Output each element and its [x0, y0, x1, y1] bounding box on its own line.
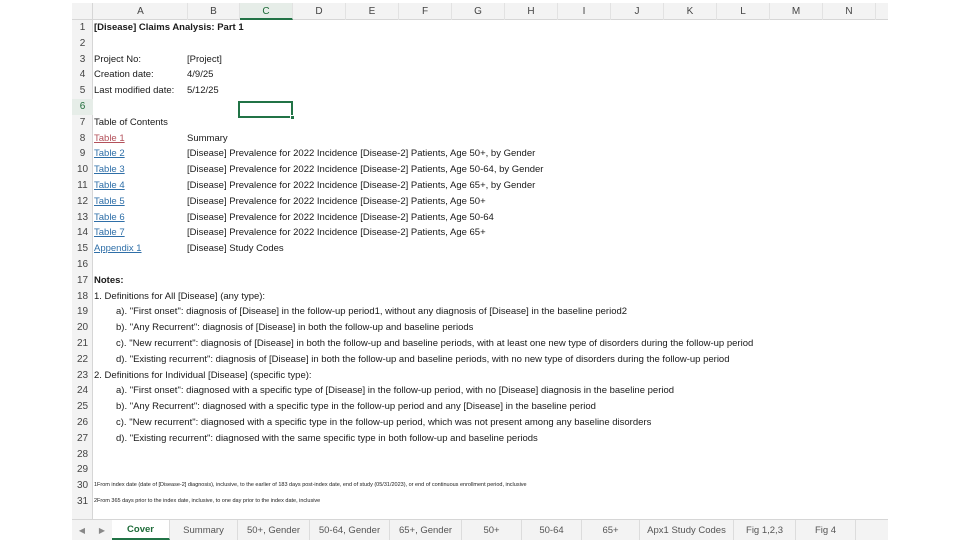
toc-link[interactable]: Table 2: [94, 148, 125, 160]
column-header-j[interactable]: J: [611, 3, 664, 20]
column-header-i[interactable]: I: [558, 3, 611, 20]
toc-description: [Disease] Prevalence for 2022 Incidence [Disease-2] Patients, Age 50-64: [187, 211, 494, 223]
select-all-corner[interactable]: [72, 3, 93, 20]
row-header-22[interactable]: 22: [76, 353, 89, 365]
sheet-tab[interactable]: Fig 4: [796, 520, 856, 540]
column-header-h[interactable]: H: [505, 3, 558, 20]
definition-item: a). "First onset": diagnosed with a specific type of [Disease] in the follow-up period, with no [Disease] diagnosis in the baseline period: [116, 385, 675, 397]
row-header-bar: [72, 20, 93, 520]
footnote-2: 2From 365 days prior to the index date, inclusive, to one day prior to the index date, inclusive: [94, 498, 321, 504]
row-header-30[interactable]: 30: [76, 480, 89, 492]
toc-description: [Disease] Prevalence for 2022 Incidence [Disease-2] Patients, Age 65+: [187, 227, 486, 239]
row-header-13[interactable]: 13: [76, 211, 89, 223]
toc-link[interactable]: Table 1: [94, 132, 125, 144]
row-header-16[interactable]: 16: [76, 259, 89, 270]
sheet-tab[interactable]: 50+, Gender: [238, 520, 310, 540]
column-header-b[interactable]: B: [188, 3, 240, 20]
row-header-6[interactable]: 6: [72, 99, 93, 115]
row-header-17[interactable]: 17: [76, 274, 89, 286]
definition-item: d). "Existing recurrent": diagnosed with the same specific type in both follow-up and baseline periods: [116, 432, 538, 444]
sheet-tab[interactable]: Summary: [170, 520, 238, 540]
column-header-m[interactable]: M: [770, 3, 823, 20]
row-header-21[interactable]: 21: [76, 338, 89, 349]
sheet-tab[interactable]: 65+: [582, 520, 640, 540]
row-header-10[interactable]: 10: [76, 164, 89, 176]
column-header-e[interactable]: E: [346, 3, 399, 20]
row-header-4[interactable]: 4: [79, 69, 86, 81]
last-modified-value[interactable]: 5/12/25: [187, 85, 219, 97]
row-header-5[interactable]: 5: [79, 85, 86, 97]
footnote-1: 1From index date (date of [Disease-2] diagnosis), inclusive, to the earlier of 183 days post-index date, end of study (05/31/2023), or end of continuous enrollment period, inclusive: [94, 482, 527, 489]
column-header-l[interactable]: L: [717, 3, 770, 20]
row-header-20[interactable]: 20: [76, 322, 89, 334]
sheet-tab[interactable]: Cover: [112, 520, 170, 540]
sheet-tab[interactable]: 50+: [462, 520, 522, 540]
column-header-a[interactable]: A: [94, 3, 188, 20]
row-header-14[interactable]: 14: [76, 227, 89, 239]
row-header-18[interactable]: 18: [76, 290, 89, 302]
definition-item: c). "New recurrent": diagnosed with a specific type in the follow-up period, which was not present among any baseline disorders: [116, 417, 652, 428]
column-header-n[interactable]: N: [823, 3, 876, 20]
row-header-3[interactable]: 3: [79, 53, 86, 65]
sheet-tab[interactable]: 65+, Gender: [390, 520, 462, 540]
column-header-d[interactable]: D: [293, 3, 346, 20]
toc-heading: Table of Contents: [94, 116, 168, 128]
row-header-25[interactable]: 25: [76, 401, 89, 413]
selected-cell-c6[interactable]: [238, 101, 293, 118]
row-header-11[interactable]: 11: [77, 180, 88, 191]
row-header-26[interactable]: 26: [76, 417, 89, 428]
toc-description: [Disease] Prevalence for 2022 Incidence [Disease-2] Patients, Age 50+, by Gender: [187, 148, 536, 160]
row-header-23[interactable]: 23: [76, 369, 89, 381]
definition-item: c). "New recurrent": diagnosis of [Disease] in both the follow-up and baseline periods, with at least one new type of disorders during the follow-up period: [116, 338, 754, 349]
row-header-19[interactable]: 19: [76, 306, 89, 318]
spreadsheet-grid[interactable]: [72, 3, 888, 519]
row-header-2[interactable]: 2: [79, 37, 86, 49]
row-header-15[interactable]: 15: [76, 243, 89, 255]
tab-scroll-right-icon[interactable]: ▶: [98, 525, 106, 535]
row-header-29[interactable]: 29: [76, 464, 89, 476]
row-header-9[interactable]: 9: [79, 148, 86, 160]
toc-description: Summary: [187, 132, 228, 144]
project-label: Project No:: [94, 53, 141, 65]
row-header-1[interactable]: 1: [79, 22, 86, 33]
sheet-tabs-bar: [72, 519, 888, 540]
creation-date-value[interactable]: 4/9/25: [187, 69, 214, 81]
row-header-27[interactable]: 27: [76, 432, 89, 444]
column-header-c[interactable]: C: [240, 3, 293, 20]
row-header-12[interactable]: 12: [76, 195, 89, 207]
definition-item: b). "Any Recurrent": diagnosis of [Disease] in both the follow-up and baseline periods: [116, 322, 474, 334]
sheet-tab[interactable]: 50-64: [522, 520, 582, 540]
row-header-7[interactable]: 7: [79, 116, 86, 128]
cell-area[interactable]: [94, 20, 888, 520]
column-header-bar: [72, 3, 888, 20]
notes-heading: Notes:: [94, 274, 124, 286]
toc-link[interactable]: Table 4: [94, 180, 125, 191]
sheet-title: [Disease] Claims Analysis: Part 1: [94, 22, 244, 33]
definition-item: d). "Existing recurrent": diagnosis of [Disease] in both the follow-up and baseline periods, with no new type of disorders during the follow-up period: [116, 353, 730, 365]
toc-link[interactable]: Table 6: [94, 211, 125, 223]
definition-item: b). "Any Recurrent": diagnosed with a specific type in the follow-up period and any [Disease] in the baseline period: [116, 401, 596, 413]
sheet-tab[interactable]: 50-64, Gender: [310, 520, 390, 540]
toc-link[interactable]: Table 3: [94, 164, 125, 176]
project-value[interactable]: [Project]: [187, 53, 222, 65]
sheet-tab[interactable]: Fig 1,2,3: [734, 520, 796, 540]
column-header-k[interactable]: K: [664, 3, 717, 20]
fill-handle[interactable]: [290, 115, 295, 120]
row-header-31[interactable]: 31: [76, 496, 89, 507]
sheet-tab[interactable]: Apx1 Study Codes: [640, 520, 734, 540]
creation-date-label: Creation date:: [94, 69, 154, 81]
toc-description: [Disease] Prevalence for 2022 Incidence [Disease-2] Patients, Age 65+, by Gender: [187, 180, 536, 191]
column-header-g[interactable]: G: [452, 3, 505, 20]
toc-link[interactable]: Table 5: [94, 195, 125, 207]
row-header-8[interactable]: 8: [79, 132, 86, 144]
toc-link[interactable]: Table 7: [94, 227, 125, 239]
definition-item: a). "First onset": diagnosis of [Disease] in the follow-up period1, without any diagnosis of [Disease] in the baseline period2: [116, 306, 628, 318]
toc-description: [Disease] Prevalence for 2022 Incidence [Disease-2] Patients, Age 50+: [187, 195, 486, 207]
tab-scroll-left-icon[interactable]: ◀: [78, 525, 86, 535]
row-header-28[interactable]: 28: [76, 448, 89, 460]
toc-description: [Disease] Prevalence for 2022 Incidence [Disease-2] Patients, Age 50-64, by Gender: [187, 164, 544, 176]
row-header-24[interactable]: 24: [76, 385, 89, 397]
toc-description: [Disease] Study Codes: [187, 243, 284, 255]
definitions-individual-heading: 2. Definitions for Individual [Disease] (specific type):: [94, 369, 312, 381]
toc-link[interactable]: Appendix 1: [94, 243, 142, 255]
definitions-all-heading: 1. Definitions for All [Disease] (any type):: [94, 290, 266, 302]
column-header-f[interactable]: F: [399, 3, 452, 20]
last-modified-label: Last modified date:: [94, 85, 175, 97]
